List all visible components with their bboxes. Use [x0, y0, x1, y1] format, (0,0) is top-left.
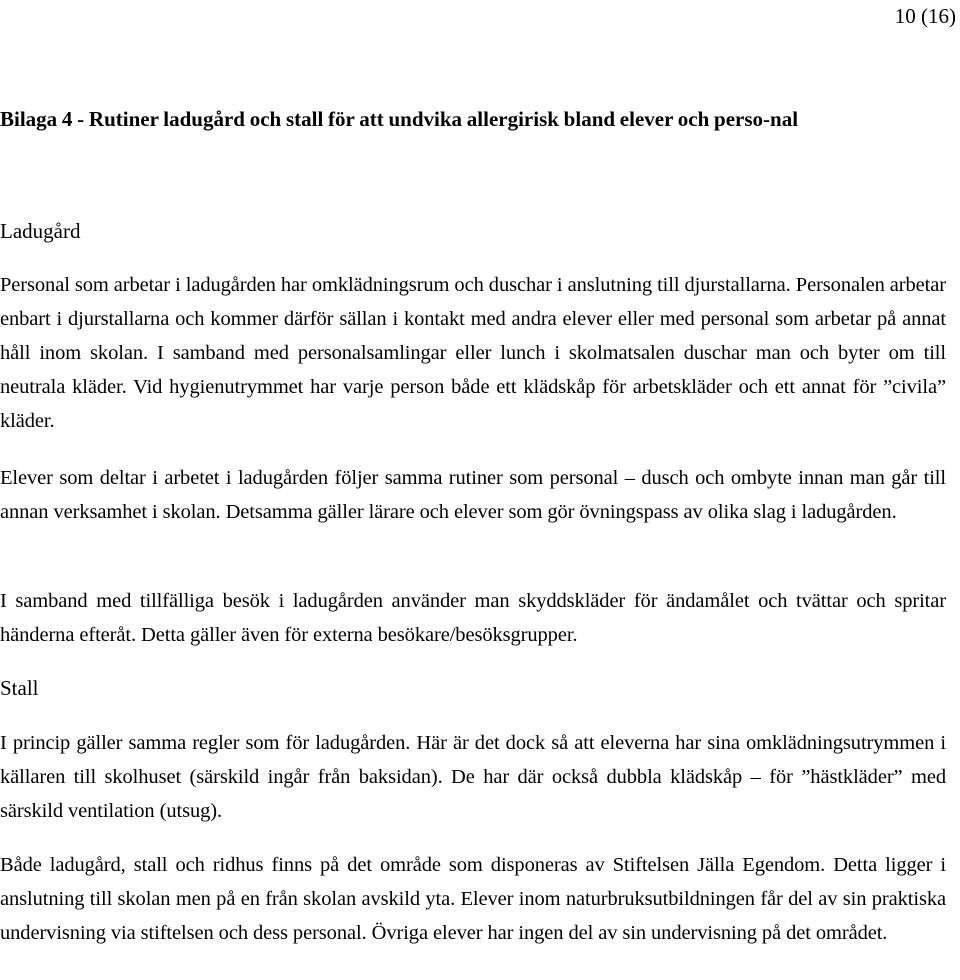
paragraph-ladugard-3: I samband med tillfälliga besök i ladugården använder man skyddskläder för ändamålet och tvättar och spritar händerna efteråt. Detta gäller även för externa besökare/besöksgrupper.: [0, 590, 946, 646]
paragraph-ladugard-1: Personal som arbetar i ladugården har omklädningsrum och duschar i anslutning till djurstallarna. Personalen arbetar enbart i djurstallarna och kommer därför sällan i kontakt med andra elever eller med personal som arbetar på annat håll inom skolan. I samband med personalsamlingar eller lunch i skolmatsalen duschar man och byter om till neutrala kläder. Vid hygienutrymmet har varje person både ett klädskåp för arbetskläder och ett annat för ”civila” kläder.: [0, 274, 946, 432]
document-title: Bilaga 4 - Rutiner ladugård och stall för att undvika allergirisk bland elever och perso-nal: [0, 107, 799, 131]
paragraph-stall-2: Både ladugård, stall och ridhus finns på det område som disponeras av Stiftelsen Jälla Egendom. Detta ligger i anslutning till skolan men på en från skolan avskild yta. Elever inom naturbruksutbildningen får del av sin praktiska undervisning via stiftelsen och dess personal. Övriga elever har ingen del av sin undervisning på det området.: [0, 854, 946, 944]
section-heading-stall: Stall: [0, 676, 39, 700]
paragraph-stall-1: I princip gäller samma regler som för ladugården. Här är det dock så att eleverna har sina omklädningsutrymmen i källaren till skolhuset (särskild ingår från baksidan). De har där också dubbla klädskåp – för ”hästkläder” med särskild ventilation (utsug).: [0, 732, 946, 822]
page-number: 10 (16): [894, 4, 956, 28]
section-heading-ladugard: Ladugård: [0, 219, 81, 243]
paragraph-ladugard-2: Elever som deltar i arbetet i ladugården följer samma rutiner som personal – dusch och ombyte innan man går till annan verksamhet i skolan. Detsamma gäller lärare och elever som gör övningspass av olika slag i ladugården.: [0, 467, 946, 523]
